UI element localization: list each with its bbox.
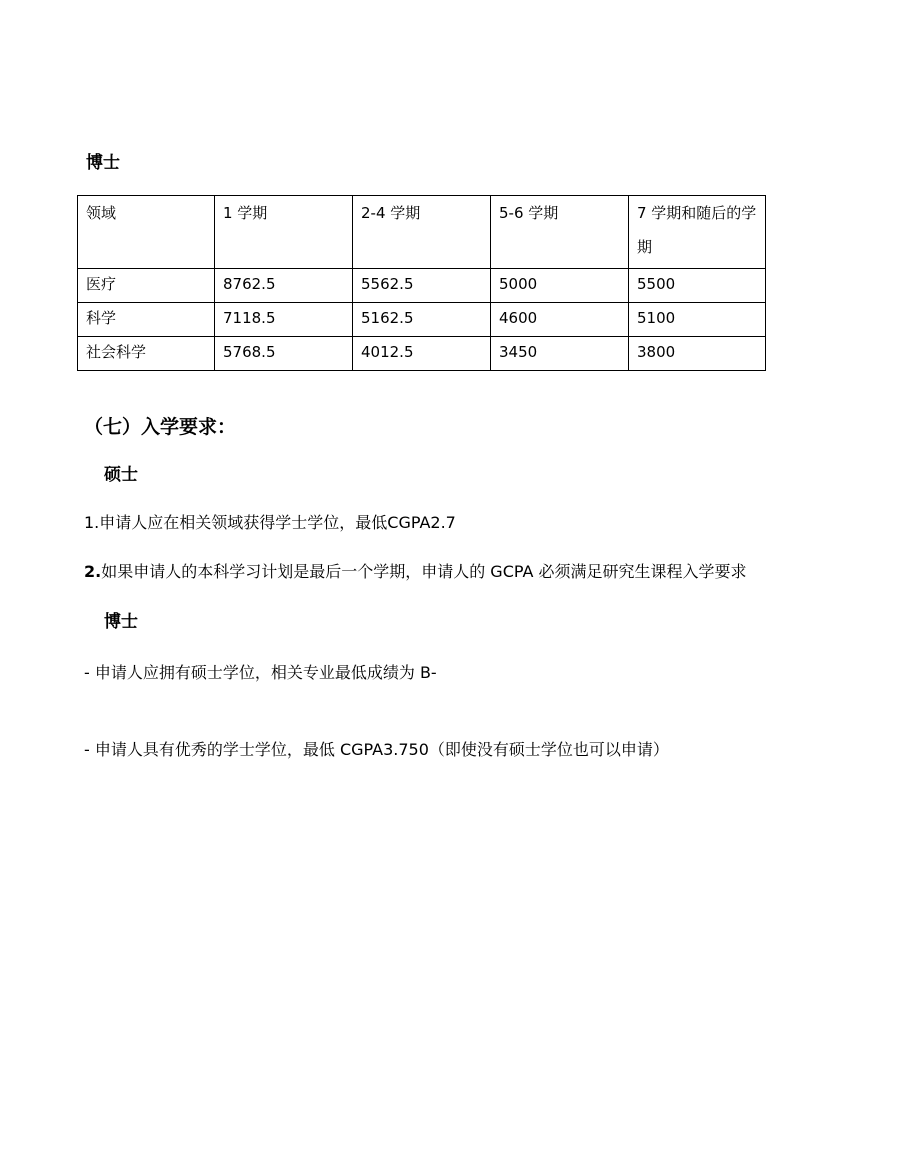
cell-value: 3450 (491, 337, 629, 371)
table-header-row (78, 196, 766, 269)
cell-field: 医疗 (78, 269, 215, 303)
list-number: 2. (84, 562, 102, 581)
header-semester-7-plus-label: 7 学期和随后的学期 (637, 204, 757, 256)
masters-heading: 硕士 (104, 465, 138, 485)
header-semester-2-4: 2-4 学期 (353, 196, 491, 269)
cell-value: 5562.5 (353, 269, 491, 303)
masters-requirement-1 (84, 510, 456, 533)
phd-requirement-2: - 申请人具有优秀的学士学位，最低 CGPA3.750（即使没有硕士学位也可以申请） (84, 740, 669, 759)
header-semester-7-plus (629, 196, 766, 269)
cell-field: 科学 (78, 303, 215, 337)
header-field: 领域 (78, 196, 215, 269)
table-row (78, 269, 766, 303)
table-row (78, 303, 766, 337)
phd-fee-heading: 博士 (86, 153, 120, 173)
cell-value: 5000 (491, 269, 629, 303)
masters-requirement-2 (84, 559, 747, 582)
requirement-text: 申请人应在相关领域获得学士学位，最低CGPA2.7 (99, 513, 456, 532)
cell-value: 7118.5 (215, 303, 353, 337)
requirement-text: 如果申请人的本科学习计划是最后一个学期，申请人的 GCPA 必须满足研究生课程入学要求 (101, 562, 747, 581)
header-semester-5-6: 5-6 学期 (491, 196, 629, 269)
cell-value: 3800 (629, 337, 766, 371)
table-row (78, 337, 766, 371)
phd-requirements-heading: 博士 (104, 612, 138, 632)
cell-field: 社会科学 (78, 337, 215, 371)
phd-requirement-1: - 申请人应拥有硕士学位，相关专业最低成绩为 B- (84, 663, 437, 682)
list-number: 1. (84, 513, 100, 532)
cell-value: 5500 (629, 269, 766, 303)
header-semester-1: 1 学期 (215, 196, 353, 269)
cell-value: 5100 (629, 303, 766, 337)
cell-value: 5768.5 (215, 337, 353, 371)
admission-section-title: （七）入学要求： (84, 416, 237, 438)
cell-value: 8762.5 (215, 269, 353, 303)
cell-value: 4012.5 (353, 337, 491, 371)
cell-value: 4600 (491, 303, 629, 337)
cell-value: 5162.5 (353, 303, 491, 337)
phd-fee-table (77, 195, 766, 371)
